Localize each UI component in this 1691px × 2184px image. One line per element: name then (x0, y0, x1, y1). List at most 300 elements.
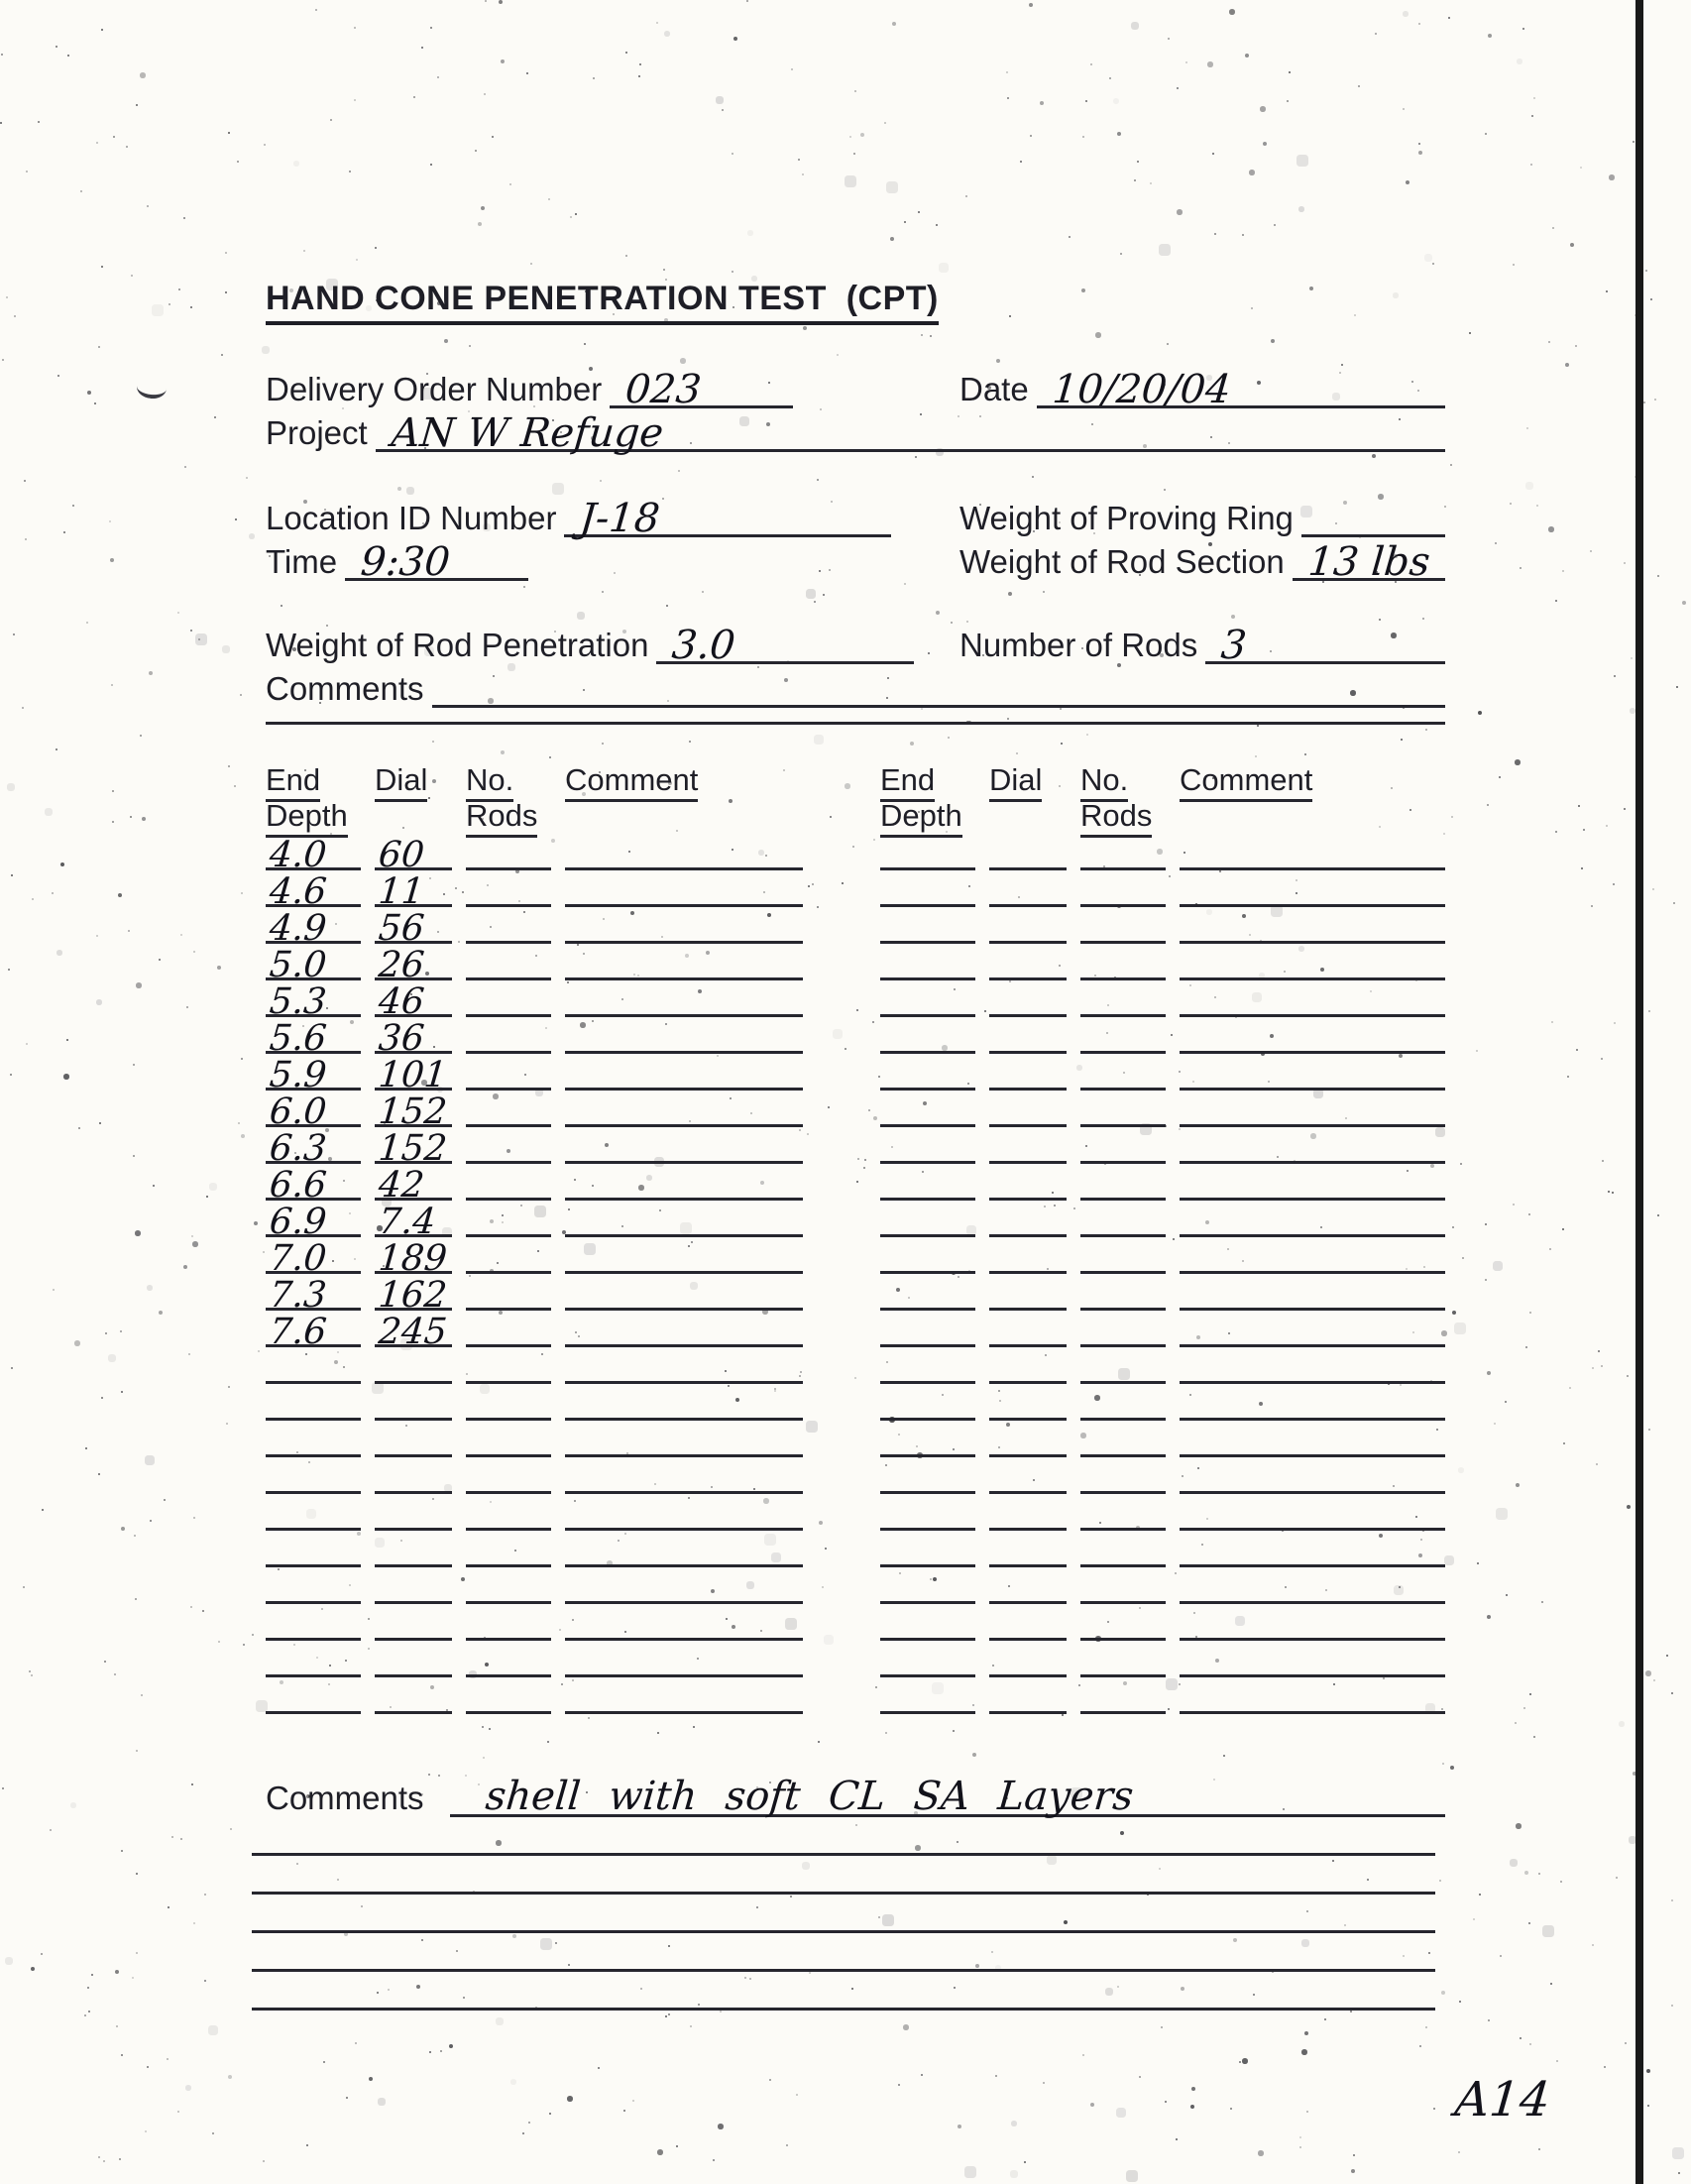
dial-cell (375, 1238, 452, 1279)
form-title: HAND CONE PENETRATION TEST (CPT) (266, 280, 939, 325)
delivery-order-field-group (266, 366, 959, 412)
end-header-text: End (880, 762, 935, 802)
handwritten-dial-value: 7.4 (377, 1202, 438, 1242)
comment-cell (565, 911, 803, 944)
dial-cell (989, 1535, 1067, 1567)
end-depth-cell (880, 911, 975, 944)
table-row (266, 1017, 1445, 1059)
comment-cell (1180, 1058, 1445, 1091)
comment-cell (1180, 1608, 1445, 1641)
handwritten-end-depth-value: 4.6 (268, 871, 329, 912)
table-row (266, 1091, 1445, 1132)
rods-cell (466, 1205, 551, 1237)
end-depth-cell (880, 1461, 975, 1494)
blank-line (252, 1933, 1435, 1972)
blank-line (252, 1895, 1435, 1933)
rod-penetration-field-group (266, 622, 959, 668)
rods-cell (1080, 1168, 1166, 1201)
end-depth-cell (880, 1094, 975, 1127)
rod-penetration-blank (656, 622, 914, 668)
dial-cell (989, 1645, 1067, 1677)
handwritten-dial-value: 56 (377, 908, 426, 949)
end-depth-cell (266, 1351, 361, 1384)
comment-cell (565, 1608, 803, 1641)
dial-cell (989, 874, 1067, 907)
comment-cell (1180, 838, 1445, 870)
end-depth-cell (880, 984, 975, 1017)
comment-cell (1180, 1461, 1445, 1494)
time-handwritten-value: 9:30 (359, 539, 452, 585)
date-field-group (959, 366, 1445, 412)
comment-cell (565, 1315, 803, 1347)
comment-cell (565, 1241, 803, 1274)
rods-cell (1080, 1131, 1166, 1164)
rods-cell (1080, 984, 1166, 1017)
number-of-rods-field-group (959, 622, 1445, 668)
dial-cell (375, 1498, 452, 1531)
table-row (266, 1311, 1445, 1352)
delivery-order-blank (610, 366, 793, 412)
dial-cell (989, 1388, 1067, 1421)
comment-cell (565, 1131, 803, 1164)
dial-cell (375, 945, 452, 985)
end-depth-cell (266, 1535, 361, 1567)
table-header-line-2 (266, 798, 1445, 834)
handwritten-end-depth-value: 4.0 (268, 835, 329, 875)
end-depth-cell (266, 1461, 361, 1494)
rod-penetration-label: Weight of Rod Penetration (266, 627, 649, 663)
rods-cell (1080, 1351, 1166, 1384)
number-of-rods-label: Number of Rods (959, 627, 1198, 663)
rods-header-text: Rods (466, 798, 537, 838)
rods-cell (1080, 1021, 1166, 1054)
dial-header-text: Dial (375, 762, 427, 802)
end-depth-cell (880, 1058, 975, 1091)
end-depth-cell (266, 1092, 361, 1132)
comment-cell (1180, 1681, 1445, 1714)
rods-cell (1080, 1278, 1166, 1311)
end-depth-cell (880, 1021, 975, 1054)
end-depth-header (266, 798, 361, 834)
rods-cell (466, 1351, 551, 1384)
end-depth-cell (880, 1168, 975, 1201)
no-rods-header (1080, 762, 1166, 798)
comments-section (266, 1766, 1445, 1817)
blank-line (252, 1972, 1435, 2011)
end-depth-cell (880, 1278, 975, 1311)
blank-line (252, 1856, 1435, 1895)
dial-cell (375, 1425, 452, 1457)
field-row-comments-top (266, 664, 1445, 708)
dial-cell (375, 1461, 452, 1494)
handwritten-end-depth-value: 7.6 (268, 1312, 329, 1352)
dial-cell (989, 1058, 1067, 1091)
comment-cell (1180, 1241, 1445, 1274)
end-depth-cell (266, 1312, 361, 1352)
end-depth-cell (880, 1681, 975, 1714)
rods-cell (466, 1278, 551, 1311)
table-row (266, 1274, 1445, 1316)
rods-cell (466, 1058, 551, 1091)
dial-cell (375, 1202, 452, 1242)
rods-cell (466, 1425, 551, 1457)
handwritten-dial-value: 46 (377, 981, 426, 1022)
dial-cell (375, 1608, 452, 1641)
rods-cell (1080, 1498, 1166, 1531)
table-row (266, 1604, 1445, 1641)
end-depth-cell (266, 1425, 361, 1457)
comment-cell (565, 1058, 803, 1091)
end-depth-cell (266, 1055, 361, 1095)
comment-cell (565, 838, 803, 870)
table-row (266, 1201, 1445, 1242)
comments-handwritten-value: shell with soft CL SA Layers (483, 1774, 1135, 1819)
rods-cell (1080, 1461, 1166, 1494)
comment-cell (1180, 984, 1445, 1017)
handwritten-dial-value: 152 (377, 1128, 449, 1169)
end-header-text: End (266, 762, 320, 802)
readings-table-body (266, 834, 1445, 1714)
end-depth-cell (880, 1571, 975, 1604)
dial-cell (989, 1278, 1067, 1311)
dial-header (989, 762, 1067, 798)
rods-cell (466, 1388, 551, 1421)
handwritten-dial-value: 101 (377, 1055, 449, 1095)
rods-cell (466, 1315, 551, 1347)
rods-cell (466, 1535, 551, 1567)
comment-cell (565, 1535, 803, 1567)
table-row (266, 834, 1445, 875)
rods-cell (1080, 1058, 1166, 1091)
field-row-time-rodsection (266, 537, 1445, 585)
comment-cell (1180, 1131, 1445, 1164)
field-row-delivery-date (266, 365, 1445, 412)
comment-cell (1180, 1351, 1445, 1384)
comment-cell (1180, 1498, 1445, 1531)
dial-cell (989, 1241, 1067, 1274)
table-row (266, 944, 1445, 985)
rods-cell (466, 1645, 551, 1677)
number-of-rods-handwritten-value: 3 (1219, 623, 1249, 668)
dial-cell (375, 1092, 452, 1132)
dial-cell (375, 871, 452, 912)
dial-cell (375, 1681, 452, 1714)
table-row (266, 1347, 1445, 1384)
comment-cell (565, 874, 803, 907)
end-depth-header (266, 762, 361, 798)
rods-cell (466, 838, 551, 870)
field-row-project (266, 408, 1445, 456)
comment-cell (1180, 1645, 1445, 1677)
end-depth-cell (880, 874, 975, 907)
end-depth-cell (266, 1645, 361, 1677)
project-label: Project (266, 414, 368, 451)
pen-mark (136, 375, 168, 400)
noise-dots-large (0, 0, 2, 2)
handwritten-end-depth-value: 5.9 (268, 1055, 329, 1095)
end-depth-cell (266, 981, 361, 1022)
comments-top-label: Comments (266, 670, 424, 707)
end-depth-cell (880, 1608, 975, 1641)
comment-header-text: Comment (565, 762, 698, 802)
comment-cell (565, 1205, 803, 1237)
handwritten-dial-value: 36 (377, 1018, 426, 1059)
no-header-text: No. (1080, 762, 1128, 802)
comment-cell (1180, 1425, 1445, 1457)
rods-cell (1080, 1388, 1166, 1421)
no-rods-header (466, 762, 551, 798)
comment-header (1180, 762, 1445, 798)
rods-header-text: Rods (1080, 798, 1152, 838)
dial-cell (375, 1388, 452, 1421)
comment-cell (565, 1351, 803, 1384)
rods-cell (466, 874, 551, 907)
rods-cell (1080, 1094, 1166, 1127)
comment-cell (1180, 874, 1445, 907)
comment-cell (1180, 1021, 1445, 1054)
end-depth-cell (266, 1681, 361, 1714)
dial-header (375, 762, 452, 798)
dial-cell (989, 1131, 1067, 1164)
rods-cell (466, 1571, 551, 1604)
comment-cell (1180, 911, 1445, 944)
table-row (266, 1421, 1445, 1457)
table-row (266, 1164, 1445, 1206)
delivery-order-label: Delivery Order Number (266, 371, 603, 407)
rod-section-label: Weight of Rod Section (959, 543, 1285, 580)
end-depth-cell (880, 948, 975, 980)
date-handwritten-value: 10/20/04 (1050, 367, 1233, 412)
end-depth-cell (880, 838, 975, 870)
end-depth-cell (880, 1351, 975, 1384)
handwritten-end-depth-value: 4.9 (268, 908, 329, 949)
rods-cell (1080, 1425, 1166, 1457)
comment-cell (1180, 1205, 1445, 1237)
dial-cell (989, 1021, 1067, 1054)
comment-cell (565, 1681, 803, 1714)
delivery-order-handwritten-value: 023 (623, 367, 704, 412)
end-depth-cell (880, 1131, 975, 1164)
end-depth-cell (266, 1018, 361, 1059)
comment-cell (1180, 1535, 1445, 1567)
end-depth-cell (880, 1645, 975, 1677)
location-id-label: Location ID Number (266, 500, 557, 536)
comment-cell (565, 984, 803, 1017)
rods-cell (466, 911, 551, 944)
dial-header-text: Dial (989, 762, 1042, 802)
rods-cell (466, 948, 551, 980)
dial-cell (375, 835, 452, 875)
dial-cell (989, 1461, 1067, 1494)
end-depth-cell (266, 1275, 361, 1316)
handwritten-dial-value: 60 (377, 835, 426, 875)
comment-cell (565, 1425, 803, 1457)
rods-cell (466, 1498, 551, 1531)
date-label: Date (959, 371, 1029, 407)
field-row-location-provingring (266, 494, 1445, 541)
location-id-blank (564, 495, 891, 541)
proving-ring-label: Weight of Proving Ring (959, 500, 1294, 536)
table-row (266, 1457, 1445, 1494)
table-row (266, 980, 1445, 1022)
rods-cell (1080, 1571, 1166, 1604)
number-of-rods-blank (1205, 622, 1445, 668)
rod-section-handwritten-value: 13 lbs (1305, 539, 1432, 585)
handwritten-end-depth-value: 5.3 (268, 981, 329, 1022)
dial-cell (989, 1205, 1067, 1237)
rods-cell (1080, 1205, 1166, 1237)
table-row (266, 1677, 1445, 1714)
handwritten-end-depth-value: 7.0 (268, 1238, 329, 1279)
dial-cell (989, 1498, 1067, 1531)
rods-cell (1080, 1315, 1166, 1347)
dial-cell (989, 1681, 1067, 1714)
rods-cell (1080, 1645, 1166, 1677)
comment-cell (1180, 948, 1445, 980)
table-row (266, 1054, 1445, 1095)
handwritten-dial-value: 189 (377, 1238, 449, 1279)
comment-cell (1180, 1388, 1445, 1421)
end-depth-cell (266, 945, 361, 985)
rod-section-field-group (959, 538, 1445, 585)
proving-ring-field-group (959, 495, 1445, 537)
table-header-line-1 (266, 762, 1445, 798)
end-depth-cell (266, 1498, 361, 1531)
depth-header-text: Depth (880, 798, 962, 838)
table-row (266, 1531, 1445, 1567)
dial-cell (989, 911, 1067, 944)
end-depth-header (880, 798, 975, 834)
table-row (266, 870, 1445, 912)
dial-cell (375, 908, 452, 949)
comment-cell (565, 1388, 803, 1421)
dial-cell (989, 1608, 1067, 1641)
table-row (266, 1641, 1445, 1677)
project-handwritten-value: AN W Refuge (389, 410, 665, 456)
rod-section-blank (1293, 538, 1445, 585)
dial-cell (375, 1645, 452, 1677)
no-header-text: No. (466, 762, 513, 802)
dial-cell (375, 1535, 452, 1567)
comment-header-text: Comment (1180, 762, 1312, 802)
handwritten-end-depth-value: 7.3 (268, 1275, 329, 1316)
handwritten-dial-value: 11 (377, 871, 426, 912)
handwritten-end-depth-value: 6.0 (268, 1092, 329, 1132)
handwritten-dial-value: 26 (377, 945, 426, 985)
time-field-group (266, 538, 959, 585)
page-corner-label: A14 (1452, 2072, 1553, 2127)
time-blank (345, 538, 528, 585)
end-depth-header (880, 762, 975, 798)
comment-cell (565, 948, 803, 980)
end-depth-cell (880, 1498, 975, 1531)
dial-cell (375, 1351, 452, 1384)
handwritten-end-depth-value: 5.6 (268, 1018, 329, 1059)
comment-cell (565, 1168, 803, 1201)
rods-cell (466, 1021, 551, 1054)
comment-cell (1180, 1094, 1445, 1127)
dial-cell (375, 981, 452, 1022)
project-blank (376, 409, 1445, 456)
end-depth-cell (880, 1425, 975, 1457)
handwritten-end-depth-value: 5.0 (268, 945, 329, 985)
rods-cell (1080, 1608, 1166, 1641)
dial-cell (989, 838, 1067, 870)
end-depth-cell (880, 1241, 975, 1274)
comment-cell (565, 1094, 803, 1127)
comment-cell (1180, 1278, 1445, 1311)
end-depth-cell (266, 1238, 361, 1279)
comment-cell (565, 1645, 803, 1677)
end-depth-cell (266, 1165, 361, 1206)
table-row (266, 907, 1445, 949)
rods-cell (1080, 948, 1166, 980)
date-blank (1037, 366, 1445, 412)
rods-cell (466, 984, 551, 1017)
rods-cell (466, 1131, 551, 1164)
dial-cell (989, 1571, 1067, 1604)
end-depth-cell (880, 1315, 975, 1347)
comment-header (565, 762, 803, 798)
handwritten-dial-value: 162 (377, 1275, 449, 1316)
end-depth-cell (880, 1205, 975, 1237)
rods-cell (1080, 911, 1166, 944)
proving-ring-blank (1301, 495, 1445, 537)
end-depth-cell (266, 1128, 361, 1169)
comment-cell (1180, 1315, 1445, 1347)
blank-line (252, 1817, 1435, 1856)
readings-table (266, 762, 1445, 1714)
handwritten-end-depth-value: 6.9 (268, 1202, 329, 1242)
dial-cell (989, 1351, 1067, 1384)
end-depth-cell (266, 1571, 361, 1604)
comment-cell (565, 1571, 803, 1604)
no-rods-header (1080, 798, 1166, 834)
dial-cell (375, 1128, 452, 1169)
dial-cell (989, 984, 1067, 1017)
separator-blank-line (266, 722, 1445, 725)
comments-top-blank (432, 665, 1445, 708)
rods-cell (466, 1461, 551, 1494)
handwritten-dial-value: 42 (377, 1165, 426, 1206)
rods-cell (466, 1168, 551, 1201)
comment-cell (1180, 1571, 1445, 1604)
end-depth-cell (880, 1388, 975, 1421)
rods-cell (1080, 838, 1166, 870)
comment-cell (565, 1461, 803, 1494)
dial-cell (375, 1018, 452, 1059)
depth-header-text: Depth (266, 798, 348, 838)
end-depth-cell (266, 871, 361, 912)
dial-cell (989, 1168, 1067, 1201)
no-rods-header (466, 798, 551, 834)
end-depth-cell (266, 1388, 361, 1421)
rods-cell (1080, 1681, 1166, 1714)
end-depth-cell (266, 908, 361, 949)
table-row (266, 1567, 1445, 1604)
time-label: Time (266, 543, 338, 580)
end-depth-cell (880, 1535, 975, 1567)
field-row-rodpenetration-numrods (266, 621, 1445, 668)
rods-cell (1080, 874, 1166, 907)
rods-cell (466, 1608, 551, 1641)
form-content (266, 280, 1445, 2011)
location-id-handwritten-value: J-18 (578, 496, 662, 541)
table-row (266, 1494, 1445, 1531)
end-depth-cell (266, 1202, 361, 1242)
dial-cell (375, 1312, 452, 1352)
dial-cell (989, 1094, 1067, 1127)
